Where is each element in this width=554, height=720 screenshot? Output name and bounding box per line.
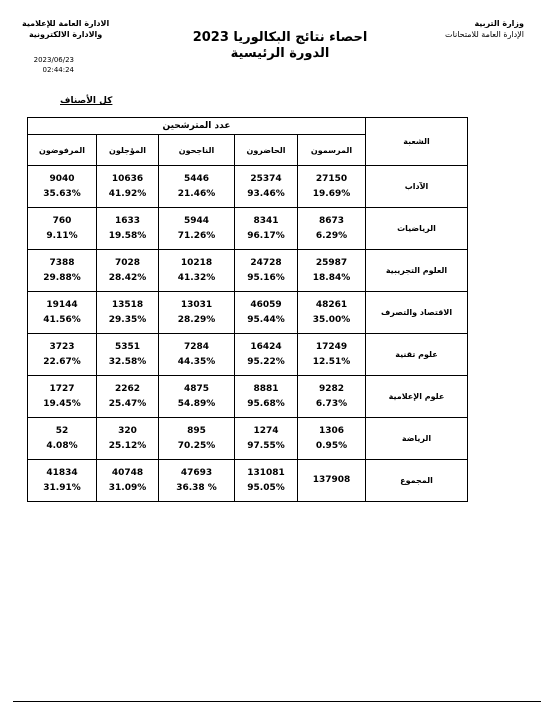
cell-count: 13031 — [180, 299, 213, 310]
cell-count: 52 — [55, 425, 69, 436]
table-cell — [235, 292, 298, 334]
cell-percentage: 29.35% — [108, 314, 147, 325]
cell-count: 24728 — [250, 257, 282, 268]
table-cell — [97, 292, 159, 334]
branch-name: الاقتصاد والتصرف — [366, 292, 468, 334]
print-timestamp — [28, 55, 74, 75]
cell-count: 5446 — [183, 173, 210, 184]
table-cell — [28, 208, 97, 250]
branch-name: المجموع — [366, 460, 468, 502]
table-cell — [235, 376, 298, 418]
table-cell — [298, 334, 366, 376]
table-cell — [235, 418, 298, 460]
table-cell — [298, 166, 366, 208]
cell-percentage: 19.58% — [108, 230, 147, 241]
table-cell — [97, 460, 159, 502]
cell-count: 13518 — [111, 299, 144, 310]
cell-percentage: 54.89% — [177, 398, 216, 409]
cell-count: 895 — [187, 425, 206, 436]
table-cell — [159, 208, 235, 250]
session-name: الدورة الرئيسية — [230, 46, 330, 61]
cell-count: 131081 — [247, 467, 285, 478]
cell-count: 8881 — [253, 383, 279, 394]
footer-divider — [13, 701, 541, 702]
table-row — [28, 376, 468, 418]
print-date: 2023/06/23 — [33, 56, 74, 64]
column-header: المرفوضون — [28, 135, 97, 166]
cell-percentage: 97.55% — [247, 440, 285, 451]
department-line-2: والادارة الالكترونية — [28, 30, 103, 39]
table-row — [28, 292, 468, 334]
cell-count: 27150 — [315, 173, 348, 184]
table-cell — [159, 166, 235, 208]
cell-percentage: 31.91% — [43, 482, 81, 493]
print-time: 02:44:24 — [42, 66, 74, 74]
branch-name: علوم تقنية — [366, 334, 468, 376]
results-table — [27, 117, 468, 502]
cell-count: 9040 — [49, 173, 75, 184]
cell-percentage: 95.68% — [247, 398, 285, 409]
cell-percentage: 19.45% — [43, 398, 81, 409]
directorate-name: الإدارة العامة للامتحانات — [445, 30, 524, 39]
branch-name: الآداب — [366, 166, 468, 208]
table-cell — [28, 460, 97, 502]
cell-percentage: 70.25% — [177, 440, 216, 451]
cell-percentage: 12.51% — [312, 356, 351, 367]
cell-count: 25987 — [315, 257, 348, 268]
table-row — [28, 418, 468, 460]
table-cell — [97, 418, 159, 460]
cell-count: 19144 — [46, 299, 78, 310]
table-cell — [298, 460, 366, 502]
cell-count: 40748 — [111, 467, 144, 478]
column-header: المؤجلون — [97, 135, 159, 166]
cell-percentage: 96.17% — [247, 230, 285, 241]
table-cell — [97, 376, 159, 418]
table-cell — [298, 250, 366, 292]
cell-percentage: 93.46% — [247, 188, 285, 199]
cell-count: 4875 — [183, 383, 210, 394]
cell-count: 48261 — [315, 299, 348, 310]
cell-percentage: 95.44% — [247, 314, 285, 325]
table-cell — [28, 418, 97, 460]
cell-count: 46059 — [250, 299, 282, 310]
table-cell — [159, 292, 235, 334]
department-header — [22, 18, 109, 40]
table-cell — [97, 208, 159, 250]
cell-percentage: 25.12% — [108, 440, 147, 451]
cell-percentage: 35.00% — [312, 314, 351, 325]
table-cell — [235, 166, 298, 208]
cell-count: 7284 — [183, 341, 210, 352]
cell-count: 10636 — [111, 173, 144, 184]
cell-percentage: 18.84% — [312, 272, 351, 283]
cell-percentage: 44.35% — [177, 356, 216, 367]
cell-percentage: 6.73% — [315, 398, 348, 409]
table-row — [28, 166, 468, 208]
column-header: الحاضرون — [235, 135, 298, 166]
cell-percentage: 41.56% — [43, 314, 81, 325]
cell-percentage: 28.42% — [108, 272, 147, 283]
cell-percentage: 29.88% — [43, 272, 81, 283]
candidates-group-header: عدد المترشحين — [28, 118, 366, 135]
cell-count: 8673 — [318, 215, 345, 226]
cell-count: 320 — [118, 425, 137, 436]
cell-percentage: 41.92% — [108, 188, 147, 199]
cell-count: 7388 — [49, 257, 75, 268]
branch-header: الشعبة — [366, 118, 468, 166]
table-cell — [159, 250, 235, 292]
cell-percentage: 71.26% — [177, 230, 216, 241]
table-row — [28, 460, 468, 502]
ministry-name: وزارة التربية — [474, 19, 524, 28]
cell-count: 760 — [52, 215, 72, 226]
cell-count: 1306 — [318, 425, 345, 436]
department-line-1: الادارة العامة للإعلامية — [22, 19, 110, 28]
table-cell — [97, 250, 159, 292]
table-cell — [298, 376, 366, 418]
cell-count: 5351 — [114, 341, 141, 352]
table-row — [28, 250, 468, 292]
cell-percentage: 95.16% — [247, 272, 285, 283]
cell-percentage: 25.47% — [108, 398, 147, 409]
cell-count: 8341 — [253, 215, 279, 226]
cell-count: 1633 — [114, 215, 141, 226]
cell-percentage: 32.58% — [108, 356, 147, 367]
cell-count: 1274 — [253, 425, 279, 436]
cell-percentage: 19.69% — [312, 188, 351, 199]
table-cell — [28, 376, 97, 418]
branch-name: علوم الإعلامية — [366, 376, 468, 418]
cell-percentage: 4.08% — [46, 440, 78, 451]
cell-count: 137908 — [312, 475, 351, 485]
cell-percentage: 95.22% — [247, 356, 285, 367]
cell-count: 2262 — [114, 383, 141, 394]
table-cell — [298, 292, 366, 334]
table-cell — [97, 334, 159, 376]
branch-name: الرياضة — [366, 418, 468, 460]
cell-percentage: 36.38 % — [176, 482, 217, 493]
report-title: احصاء نتائج البكالوريا 2023 — [192, 30, 368, 45]
table-cell — [235, 208, 298, 250]
cell-count: 7028 — [114, 257, 141, 268]
cell-percentage: 6.29% — [315, 230, 348, 241]
cell-count: 10218 — [180, 257, 213, 268]
branch-name: العلوم التجريبية — [366, 250, 468, 292]
table-cell — [298, 418, 366, 460]
ministry-header — [445, 18, 524, 40]
cell-count: 1727 — [49, 383, 75, 394]
table-cell — [159, 376, 235, 418]
cell-count: 41834 — [46, 467, 78, 478]
cell-count: 9282 — [318, 383, 345, 394]
table-cell — [28, 334, 97, 376]
table-cell — [28, 292, 97, 334]
report-title-block — [180, 30, 380, 62]
table-cell — [97, 166, 159, 208]
cell-count: 47693 — [180, 467, 213, 478]
cell-percentage: 28.29% — [177, 314, 216, 325]
cell-percentage: 31.09% — [108, 482, 147, 493]
table-cell — [28, 166, 97, 208]
cell-percentage: 35.63% — [43, 188, 81, 199]
cell-count: 17249 — [315, 341, 348, 352]
table-cell — [235, 460, 298, 502]
table-cell — [159, 334, 235, 376]
table-row — [28, 334, 468, 376]
cell-count: 16424 — [250, 341, 282, 352]
column-header: المرسمون — [298, 135, 366, 166]
cell-percentage: 21.46% — [177, 188, 216, 199]
table-cell — [159, 418, 235, 460]
table-cell — [28, 250, 97, 292]
cell-count: 3723 — [49, 341, 75, 352]
table-row — [28, 208, 468, 250]
cell-percentage: 41.32% — [177, 272, 216, 283]
column-header: الناجحون — [159, 135, 235, 166]
cell-percentage: 95.05% — [247, 482, 285, 493]
table-cell — [235, 250, 298, 292]
branch-name: الرياضيات — [366, 208, 468, 250]
table-cell — [159, 460, 235, 502]
cell-percentage: 9.11% — [46, 230, 78, 241]
cell-percentage: 22.67% — [43, 356, 81, 367]
cell-count: 5944 — [183, 215, 210, 226]
table-cell — [235, 334, 298, 376]
cell-percentage: 0.95% — [315, 440, 348, 451]
cell-count: 25374 — [250, 173, 282, 184]
category-label: كل الأصناف — [60, 96, 113, 106]
table-cell — [298, 208, 366, 250]
